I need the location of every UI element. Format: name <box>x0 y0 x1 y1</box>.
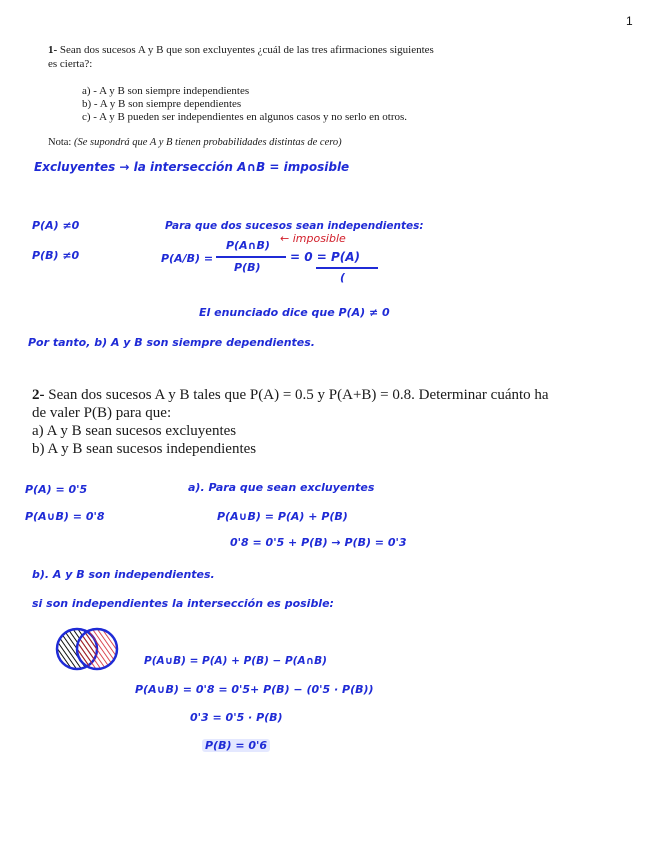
underline-pa <box>316 267 378 269</box>
hw-conclusion: Por tanto, b) A y B son siempre dependientes. <box>28 336 315 349</box>
hw-part-b-eq2: P(A∪B) = 0'8 = 0'5+ P(B) − (0'5 · P(B)) <box>135 683 374 696</box>
problem1-question-line1: 1- Sean dos sucesos A y B que son excluyentes ¿cuál de las tres afirmaciones siguientes <box>48 44 434 56</box>
hw-pa-not-zero: P(A) ≠0 <box>32 219 80 232</box>
hw-equals-zero: = 0 = P(A) <box>290 250 361 264</box>
hw-para-que: Para que dos sucesos sean independientes: <box>165 220 424 232</box>
hw-den-right: ( <box>340 271 346 284</box>
hw-pb-not-zero: P(B) ≠0 <box>32 249 80 262</box>
problem1-note: Nota: (Se supondrá que A y B tienen probabilidades distintas de cero) <box>48 137 342 148</box>
problem1-question-line2: es cierta?: <box>48 58 93 70</box>
hw-enunciado: El enunciado dice que P(A) ≠ 0 <box>199 306 390 319</box>
venn-diagram-icon <box>50 625 126 673</box>
problem1-option-a: a) - A y B son siempre independientes <box>82 85 250 97</box>
hw-part-b-eq3: 0'3 = 0'5 · P(B) <box>190 711 283 724</box>
hw-part-b-result: P(B) = 0'6 <box>202 739 270 752</box>
hw-part-a-eq2: 0'8 = 0'5 + P(B) → P(B) = 0'3 <box>230 536 407 549</box>
problem1-option-b: b) - A y B son siempre dependientes <box>82 98 242 110</box>
problem2-number: 2- <box>32 387 45 403</box>
page-number: 1 <box>626 14 633 28</box>
hw-imposible-note: ← imposible <box>280 232 346 245</box>
hw-part-b-intro: si son independientes la intersección es posible: <box>32 597 334 610</box>
fraction-bar <box>216 256 286 258</box>
problem2-line1: 2- Sean dos sucesos A y B tales que P(A) = 0.5 y P(A+B) = 0.8. Determinar cuánto ha <box>32 387 549 403</box>
hw-part-b-eq1: P(A∪B) = P(A) + P(B) − P(A∩B) <box>144 655 327 667</box>
hw-part-b-title: b). A y B son independientes. <box>32 568 215 581</box>
problem2-line3: a) A y B sean sucesos excluyentes <box>32 423 237 439</box>
hw-pa-value: P(A) = 0'5 <box>25 483 88 496</box>
problem1-option-c: c) - A y B pueden ser independientes en algunos casos y no serlo en otros. <box>82 111 408 123</box>
hw-excluyentes: Excluyentes → la intersección A∩B = imposible <box>34 160 350 174</box>
hw-part-a-eq1: P(A∪B) = P(A) + P(B) <box>217 510 348 523</box>
hw-formula-lhs: P(A/B) = <box>161 252 214 265</box>
hw-part-a-title: a). Para que sean excluyentes <box>188 481 375 494</box>
hw-formula-numerator: P(A∩B) <box>226 239 270 252</box>
problem2-line4: b) A y B sean sucesos independientes <box>32 441 257 457</box>
problem2-line2: de valer P(B) para que: <box>32 405 172 421</box>
hw-formula-denominator: P(B) <box>234 261 261 274</box>
red-arrow-icon: ← <box>280 232 290 245</box>
problem1-number: 1- <box>48 44 58 56</box>
hw-paub-value: P(A∪B) = 0'8 <box>25 510 105 523</box>
